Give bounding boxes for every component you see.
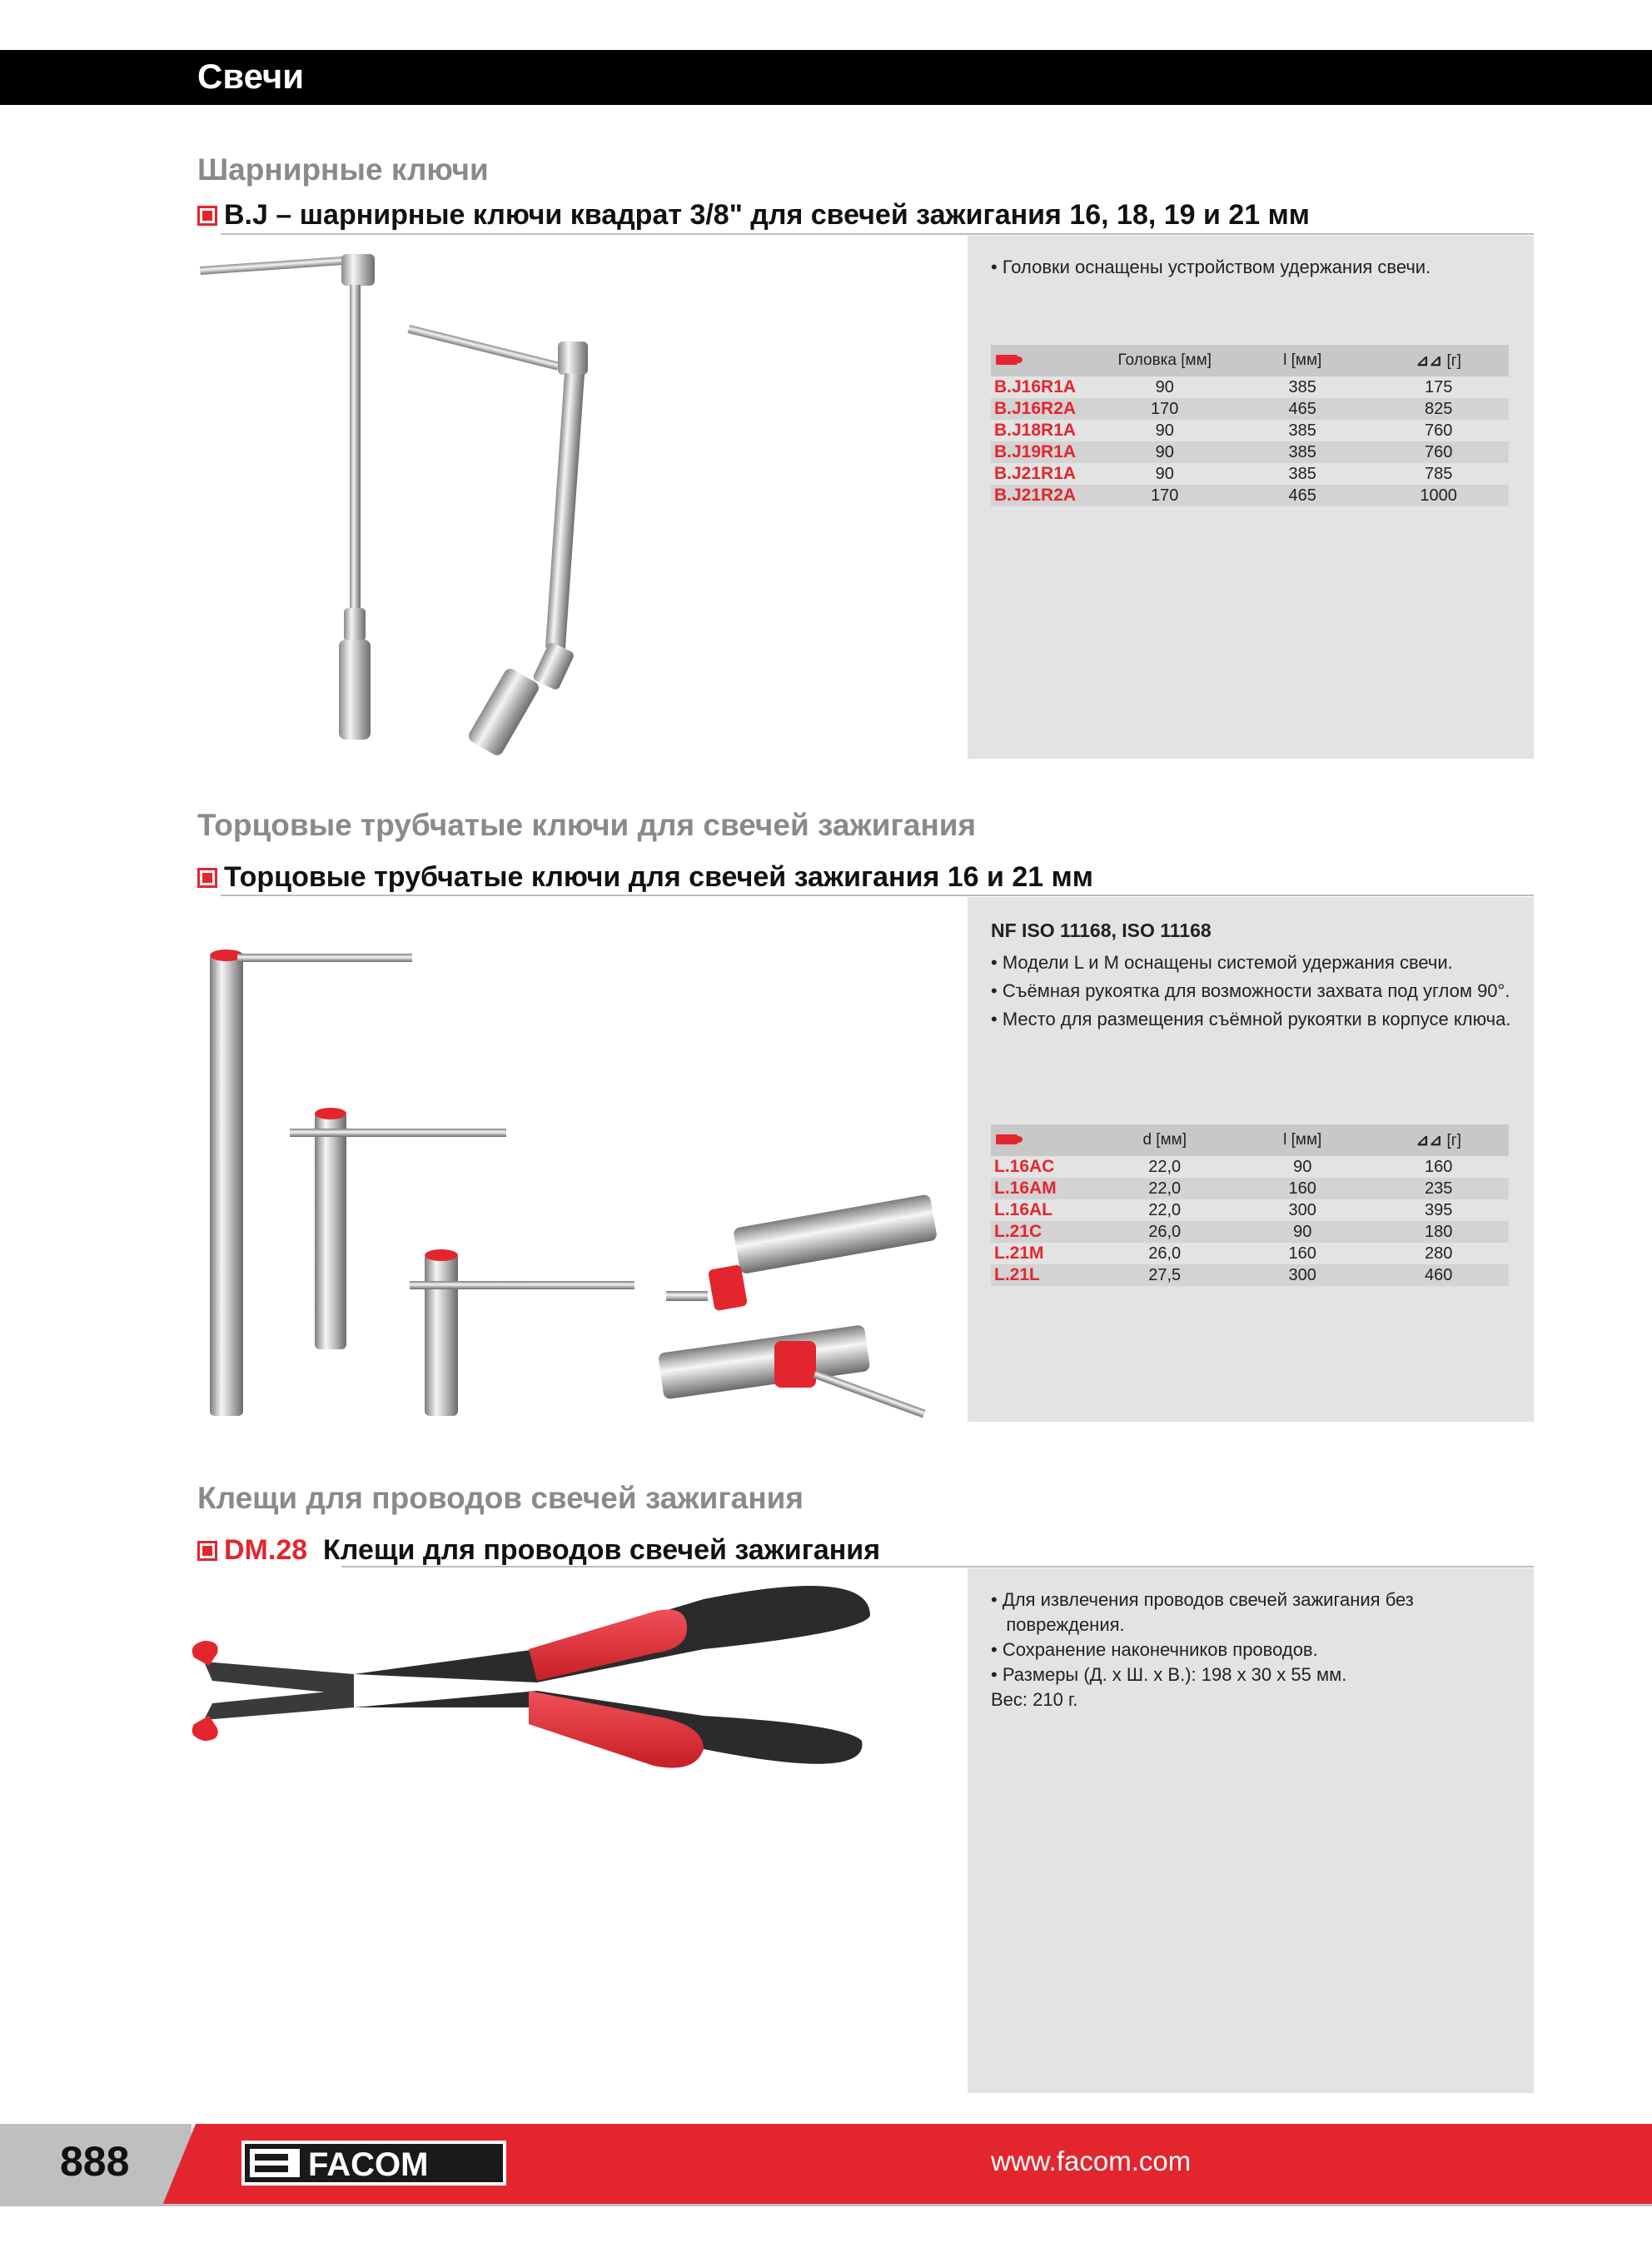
table-row: L.21L 27,5 300 460 — [991, 1264, 1509, 1286]
table-row: L.21C 26,0 90 180 — [991, 1221, 1509, 1243]
col-head-weight: ⊿⊿ [г] — [1368, 1124, 1509, 1156]
col-head-length: l [мм] — [1237, 345, 1368, 376]
red-square-icon — [197, 1541, 217, 1561]
red-square-icon — [197, 868, 217, 888]
page-number: 888 — [60, 2138, 130, 2185]
table-row: B.J16R2A 170 465 825 — [991, 398, 1509, 420]
table-row: B.J21R2A 170 465 1000 — [991, 485, 1509, 506]
facom-logo-icon — [241, 2139, 506, 2187]
footer-line — [0, 2204, 1652, 2206]
note-tubular-1: • Модели L и M оснащены системой удержания свечи. — [991, 952, 1453, 973]
col-head-weight: ⊿⊿ [г] — [1368, 345, 1509, 376]
category-title-pliers: Клещи для проводов свечей зажигания — [197, 1481, 804, 1515]
product-title-bj — [197, 199, 1310, 232]
product-title-pliers — [197, 1534, 880, 1567]
product-title-tubular — [197, 861, 1093, 894]
note-tubular-3: • Место для размещения съёмной рукоятки в корпусе ключа. — [991, 1009, 1511, 1029]
spec-table-bj — [991, 345, 1509, 506]
col-head-diameter: d [мм] — [1092, 1124, 1237, 1156]
divider — [221, 233, 1534, 235]
footer-bottom — [0, 2206, 1652, 2243]
category-title-tubular: Торцовые трубчатые ключи для свечей зажигания — [197, 808, 977, 842]
note-bj: • Головки оснащены устройством удержания свечи. — [991, 257, 1431, 277]
note-tubular-2: • Съёмная рукоятка для возможности захвата под углом 90°. — [991, 980, 1510, 1001]
product-title-text: Торцовые трубчатые ключи для свечей зажигания 16 и 21 мм — [224, 861, 1093, 893]
table-row: L.16AC 22,0 90 160 — [994, 1157, 1453, 1176]
note-pliers-1: • Для извлечения проводов свечей зажигания без — [991, 1589, 1414, 1610]
table-row: B.J21R1A 90 385 785 — [994, 464, 1453, 483]
facom-logo — [241, 2139, 506, 2187]
table-row: L.21M 26,0 160 280 — [994, 1244, 1453, 1263]
product-title-text: B.J – шарнирные ключи квадрат 3/8" для свечей зажигания 16, 18, 19 и 21 мм — [224, 199, 1310, 231]
col-head-length: l [мм] — [1237, 1124, 1368, 1156]
red-square-icon — [197, 206, 217, 226]
wrench-icon — [996, 1134, 1018, 1144]
note-pliers-2: повреждения. — [991, 1614, 1125, 1635]
hinged-wrench-image — [192, 242, 941, 758]
divider — [341, 1566, 1534, 1568]
table-row: B.J19R1A 90 385 760 — [991, 441, 1509, 463]
website-link[interactable]: www.facom.com — [991, 2146, 1192, 2176]
page-title: Свечи — [197, 57, 305, 96]
table-row: B.J18R1A 90 385 760 — [994, 421, 1453, 440]
tubular-wrench-image — [192, 920, 958, 1420]
table-row: L.16AL 22,0 300 395 — [994, 1200, 1453, 1219]
note-pliers-weight: Вес: 210 г. — [991, 1689, 1078, 1710]
product-code: DM.28 — [224, 1534, 308, 1566]
product-title-text: Клещи для проводов свечей зажигания — [323, 1534, 881, 1566]
wrench-icon — [996, 355, 1018, 365]
category-title-hinged: Шарнирные ключи — [197, 152, 489, 187]
pliers-image — [187, 1583, 903, 1832]
table-row: B.J16R1A 90 385 175 — [994, 377, 1453, 396]
svg-text:FACOM: FACOM — [308, 2146, 429, 2183]
spec-table-tubular — [991, 1124, 1509, 1286]
note-pliers-4: • Размеры (Д. х Ш. х В.): 198 х 30 х 55 мм. — [991, 1664, 1347, 1685]
divider — [221, 895, 1534, 896]
note-pliers-3: • Сохранение наконечников проводов. — [991, 1639, 1318, 1660]
table-row: L.16AM 22,0 160 235 — [991, 1178, 1509, 1199]
col-head-size: Головка [мм] — [1092, 345, 1237, 376]
standard-label: NF ISO 11168, ISO 11168 — [991, 920, 1212, 941]
